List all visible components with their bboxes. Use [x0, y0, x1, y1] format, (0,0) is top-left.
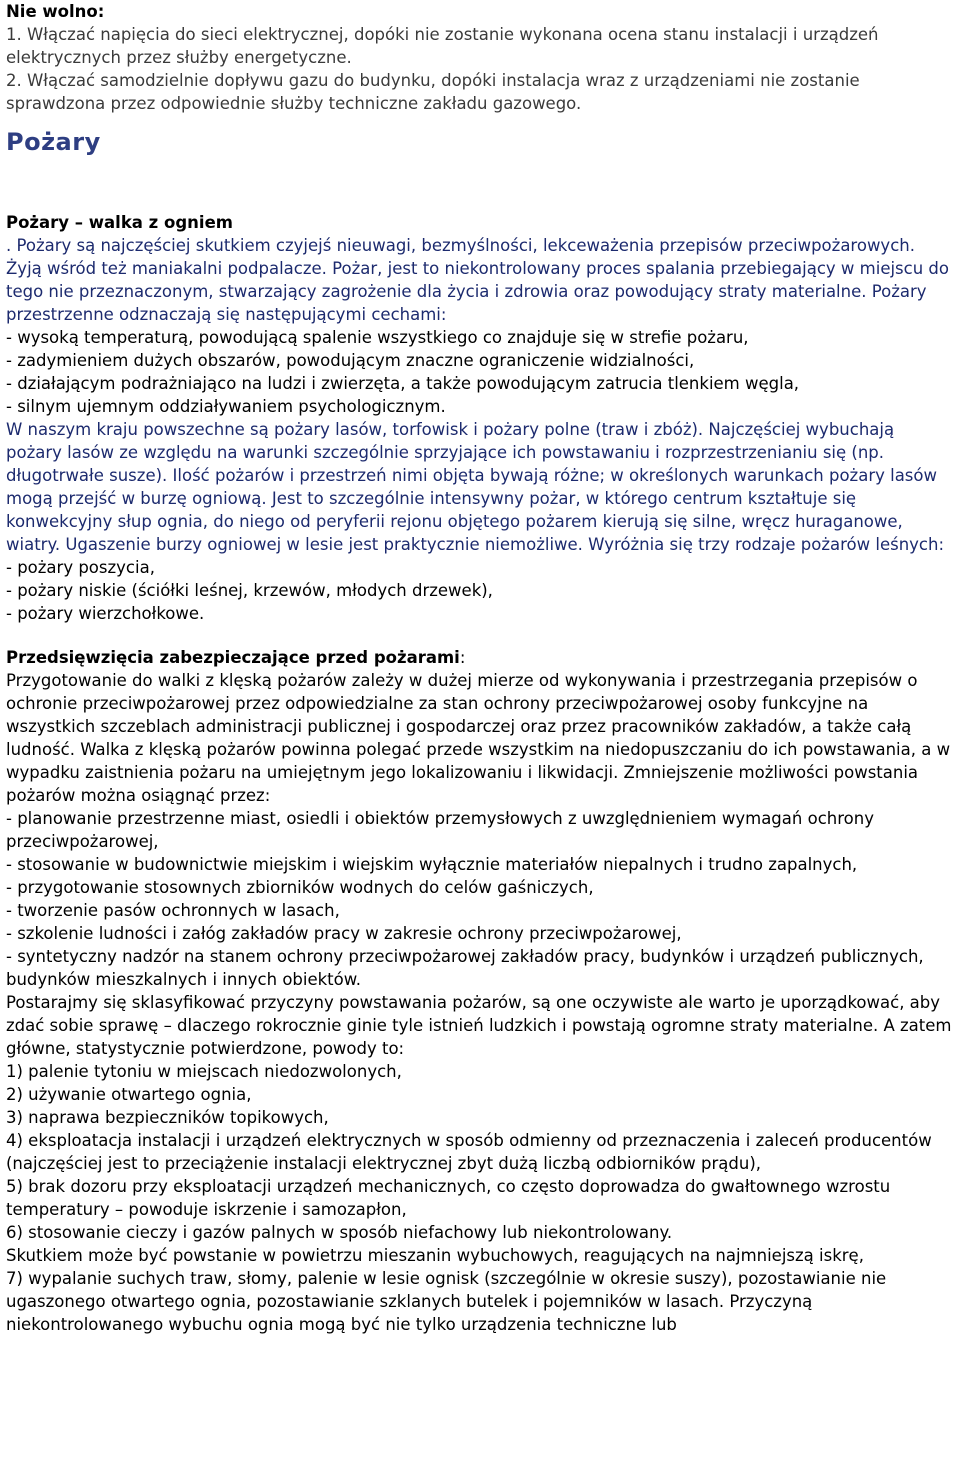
list-item: - tworzenie pasów ochronnych w lasach,: [6, 901, 340, 920]
list-item: 1) palenie tytoniu w miejscach niedozwolonych,: [6, 1062, 402, 1081]
list-item: 3) naprawa bezpieczników topikowych,: [6, 1108, 329, 1127]
list-item: - przygotowanie stosownych zbiorników wodnych do celów gaśniczych,: [6, 878, 594, 897]
forest-fires-text: W naszym kraju powszechne są pożary lasów, torfowisk i pożary polne (traw i zbóż). Najczęściej wybuchają pożary lasów ze względu na warunki szczególnie sprzyjające ich powstawaniu i rozprzestrzenianiu się (np. długotrwałe susze). Ilość pożarów i przestrzeń nimi objęta bywają różne; w określonych warunkach pożary lasów mogą przejść w burzę ogniową. Jest to szczególnie intensywny pożar, w którego centrum kształtuje się konwekcyjny słup ognia, do niego od peryferii rejonu objętego pożarem kierują się silne, wręcz huraganowe, wiatry. Ugaszenie burzy ogniowej w lesie jest praktycznie niemożliwe. Wyróżnia się trzy rodzaje pożarów leśnych:: [6, 420, 945, 554]
prevention-intro-text: Przygotowanie do walki z klęską pożarów zależy w dużej mierze od wykonywania i przestrzegania przepisów o ochronie przeciwpożarowej przez odpowiedzialne za stan ochrony przeciwpożarowej osoby funkcyjne na wszystkich szczeblach administracji publicznej i gospodarczej oraz przez pracowników zakładów, a także całą ludność. Walka z klęską pożarów powinna polegać przede wszystkim na niedopuszczaniu do ich powstawania, a w wypadku zaistnienia pożaru na umiejętnym jego lokalizowaniu i likwidacji. Zmniejszenie możliwości powstania pożarów można osiągnąć przez:: [6, 671, 951, 805]
list-item: Skutkiem może być powstanie w powietrzu mieszanin wybuchowych, reagujących na najmniejszą iskrę,: [6, 1246, 864, 1265]
intro-item-1: 1. Włączać napięcia do sieci elektrycznej, dopóki nie zostanie wykonana ocena stanu instalacji i urządzeń elektrycznych przez służby energetyczne.: [6, 25, 879, 67]
list-item: - zadymieniem dużych obszarów, powodującym znaczne ograniczenie widzialności,: [6, 351, 695, 370]
list-item: - stosowanie w budownictwie miejskim i wiejskim wyłącznie materiałów niepalnych i trudno zapalnych,: [6, 855, 858, 874]
prevention-heading-text: Przedsięwzięcia zabezpieczające przed pożarami: [6, 648, 460, 667]
list-item: - planowanie przestrzenne miast, osiedli i obiektów przemysłowych z uwzględnieniem wymagań ochrony przeciwpożarowej,: [6, 809, 874, 851]
spacer: [6, 625, 952, 646]
section-subheading: Pożary – walka z ogniem: [6, 213, 233, 232]
list-item: - szkolenie ludności i załóg zakładów pracy w zakresie ochrony przeciwpożarowej,: [6, 924, 682, 943]
list-item: - silnym ujemnym oddziaływaniem psychologicznym.: [6, 397, 446, 416]
fires-paragraph: [6, 234, 952, 625]
spacer: [6, 157, 952, 211]
fires-intro-text: . Pożary są najczęściej skutkiem czyjejś nieuwagi, bezmyślności, lekceważenia przepisów przeciwpożarowych. Żyją wśród też maniakalni podpalacze. Pożar, jest to niekontrolowany proces spalania przebiegający w miejscu do tego nie przeznaczonym, stwarzający zagrożenie dla życia i zdrowia oraz powodujący straty materialne. Pożary przestrzenne odznaczają się następującymi cechami:: [6, 236, 949, 324]
list-item: - pożary poszycia,: [6, 558, 155, 577]
causes-intro-text: Postarajmy się sklasyfikować przyczyny powstawania pożarów, są one oczywiste ale warto je uporządkować, aby zdać sobie sprawę – dlaczego rokrocznie ginie tyle istnień ludzkich i powstają ogromne straty materialne. A zatem główne, statystycznie potwierdzone, powody to:: [6, 993, 952, 1058]
intro-heading: Nie wolno:: [6, 2, 105, 21]
list-item: - pożary wierzchołkowe.: [6, 604, 205, 623]
list-item: - wysoką temperaturą, powodującą spalenie wszystkiego co znajduje się w strefie pożaru,: [6, 328, 749, 347]
intro-item-2: 2. Włączać samodzielnie dopływu gazu do budynku, dopóki instalacja wraz z urządzeniami nie zostanie sprawdzona przez odpowiednie służby techniczne zakładu gazowego.: [6, 71, 860, 113]
list-item: 2) używanie otwartego ognia,: [6, 1085, 252, 1104]
list-item: 7) wypalanie suchych traw, słomy, palenie w lesie ognisk (szczególnie w okresie suszy), pozostawianie nie ugaszonego otwartego ognia, pozostawianie szklanych butelek i pojemników w lasach. Przyczyną niekontrolowanego wybuchu ognia mogą być nie tylko urządzenia techniczne lub: [6, 1269, 887, 1334]
list-item: - działającym podrażniająco na ludzi i zwierzęta, a także powodującym zatrucia tlenkiem węgla,: [6, 374, 800, 393]
prevention-heading-colon: :: [459, 648, 466, 667]
prevention-paragraph: [6, 669, 952, 1336]
list-item: 4) eksploatacja instalacji i urządzeń elektrycznych w sposób odmienny od przeznaczenia i zaleceń producentów (najczęściej jest to przeciążenie instalacji elektrycznej zbyt dużą liczbą odbiorników prądu),: [6, 1131, 932, 1173]
prevention-heading: [6, 646, 952, 669]
list-item: - syntetyczny nadzór na stanem ochrony przeciwpożarowej zakładów pracy, budynków i urządzeń publicznych, budynków mieszkalnych i innych obiektów.: [6, 947, 924, 989]
section-title: Pożary: [6, 128, 101, 156]
list-item: 5) brak dozoru przy eksploatacji urządzeń mechanicznych, co często doprowadza do gwałtownego wzrostu temperatury – powoduje iskrzenie i samozapłon,: [6, 1177, 891, 1219]
list-item: 6) stosowanie cieczy i gazów palnych w sposób niefachowy lub niekontrolowany.: [6, 1223, 673, 1242]
list-item: - pożary niskie (ściółki leśnej, krzewów, młodych drzewek),: [6, 581, 493, 600]
